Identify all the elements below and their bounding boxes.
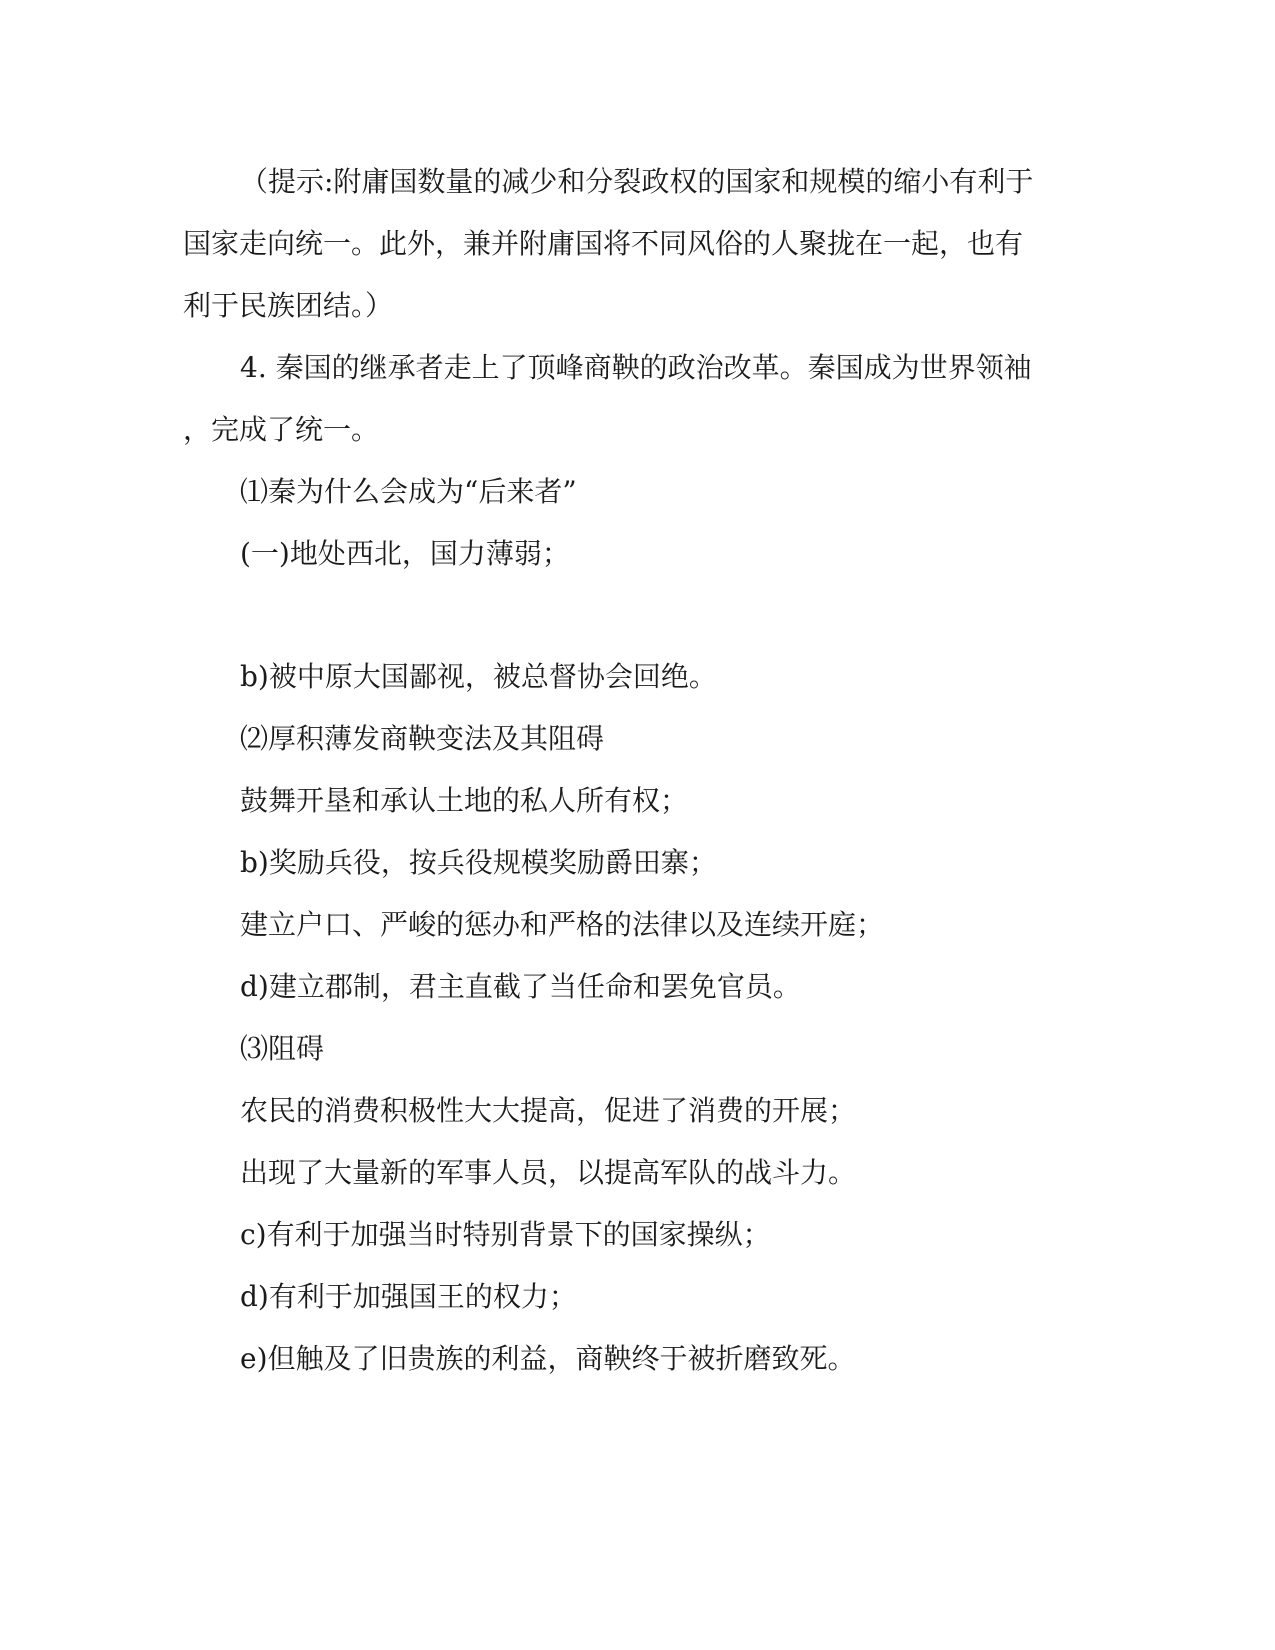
text-line: 利于民族团结。） [183,289,394,322]
text-line: 4. 秦国的继承者走上了顶峰商鞅的政治改革。秦国成为世界领袖 [240,351,1032,384]
text-line: 国家走向统一。此外，兼并附庸国将不同风俗的人聚拢在一起，也有 [183,227,1024,260]
text-line: (一)地处西北，国力薄弱； [240,537,570,570]
text-line: b)奖励兵役，按兵役规模奖励爵田寨； [240,846,717,879]
text-line: d)建立郡制，君主直截了当任命和罢免官员。 [240,970,801,1003]
text-line: d)有利于加强国王的权力； [240,1280,577,1313]
text-line: （提示:附庸国数量的减少和分裂政权的国家和规模的缩小有利于 [240,165,1034,198]
text-line: ，完成了统一。 [183,413,380,446]
text-line: ⑶阻碍 [240,1032,325,1065]
text-line: 建立户口、严峻的惩办和严格的法律以及连续开庭； [240,908,885,941]
text-line: 农民的消费积极性大大提高，促进了消费的开展； [240,1094,857,1127]
text-line: 鼓舞开垦和承认土地的私人所有权； [240,784,689,817]
text-line: ⑴秦为什么会成为“后来者” [240,475,577,508]
text-line: 出现了大量新的军事人员，以提高军队的战斗力。 [240,1156,857,1189]
text-line: ⑵厚积薄发商鞅变法及其阻碍 [240,722,605,755]
text-line: e)但触及了旧贵族的利益，商鞅终于被折磨致死。 [240,1342,856,1375]
text-line: c)有利于加强当时特别背景下的国家操纵； [240,1218,771,1251]
text-line: b)被中原大国鄙视，被总督协会回绝。 [240,660,717,693]
